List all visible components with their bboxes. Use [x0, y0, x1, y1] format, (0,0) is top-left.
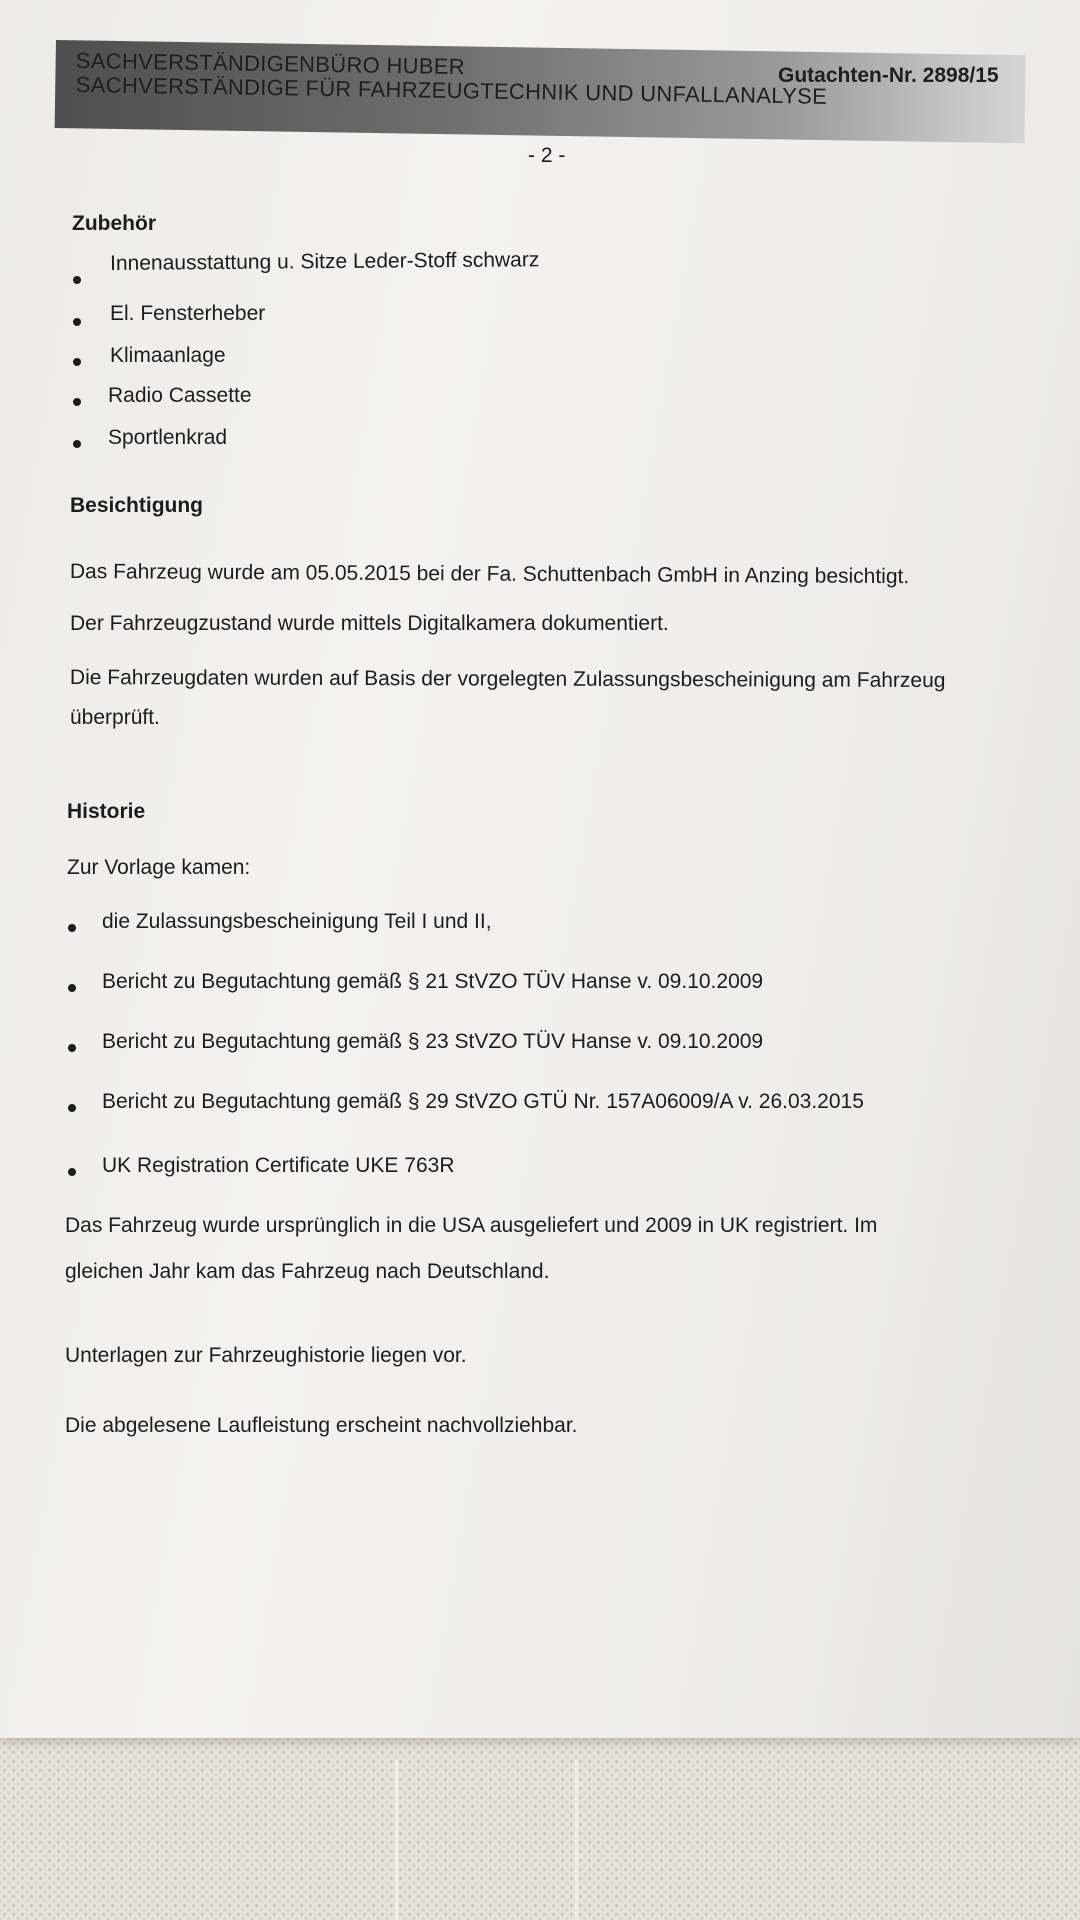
paragraph-line: gleichen Jahr kam das Fahrzeug nach Deutschland. — [65, 1260, 550, 1283]
section-heading-besichtigung: Besichtigung — [70, 494, 204, 517]
section-heading-historie: Historie — [67, 800, 146, 823]
report-number: Gutachten-Nr. 2898/15 — [778, 64, 999, 87]
bullet-icon — [68, 924, 76, 932]
paragraph: Das Fahrzeug wurde am 05.05.2015 bei der Fa. Schuttenbach GmbH in Anzing besichtigt. — [69, 560, 910, 589]
section-heading-zubehoer: Zubehör — [72, 212, 156, 235]
list-item: Bericht zu Begutachtung gemäß § 21 StVZO TÜV Hanse v. 09.10.2009 — [102, 970, 764, 993]
paragraph-text: Das Fahrzeug wurde ursprünglich in die USA ausgeliefert und 2009 in UK registriert. Im — [65, 1214, 878, 1237]
bullet-icon — [73, 440, 81, 448]
bullet-icon — [68, 1168, 76, 1176]
bullet-icon — [73, 276, 81, 284]
bullet-icon — [68, 1044, 76, 1052]
paragraph: Unterlagen zur Fahrzeughistorie liegen vor. — [65, 1344, 467, 1367]
page-number: - 2 - — [528, 144, 566, 167]
table-surface — [0, 1730, 1080, 1920]
paragraph-line — [65, 1214, 1035, 1238]
cloth-fold — [575, 1760, 578, 1920]
list-item: El. Fensterheber — [110, 302, 266, 325]
bullet-icon — [73, 398, 81, 406]
list-item: Klimaanlage — [110, 344, 226, 367]
paragraph-line: Die Fahrzeugdaten wurden auf Basis der vorgelegten Zulassungsbescheinigung am Fahrzeug — [69, 666, 946, 693]
letterhead-company-name: SACHVERSTÄNDIGENBÜRO HUBER — [75, 48, 466, 80]
paragraph: Die abgelesene Laufleistung erscheint nachvollziehbar. — [65, 1414, 578, 1437]
list-item: Sportlenkrad — [108, 426, 228, 449]
bullet-icon — [68, 984, 76, 992]
intro-text: Zur Vorlage kamen: — [67, 856, 251, 879]
letterhead-company-subtitle: SACHVERSTÄNDIGE FÜR FAHRZEUGTECHNIK UND UNFALLANALYSE — [75, 72, 828, 109]
list-item: Bericht zu Begutachtung gemäß § 23 StVZO TÜV Hanse v. 09.10.2009 — [102, 1030, 764, 1053]
paragraph: Der Fahrzeugzustand wurde mittels Digitalkamera dokumentiert. — [70, 612, 669, 635]
cloth-fold — [395, 1760, 398, 1920]
bullet-icon — [73, 318, 81, 326]
list-item: Innenausstattung u. Sitze Leder-Stoff schwarz — [110, 248, 540, 275]
list-item: Radio Cassette — [108, 384, 252, 407]
list-item: UK Registration Certificate UKE 763R — [102, 1154, 455, 1177]
list-item: die Zulassungsbescheinigung Teil I und II, — [102, 910, 492, 933]
bullet-icon — [73, 358, 81, 366]
bullet-icon — [68, 1104, 76, 1112]
paragraph-line: überprüft. — [70, 706, 160, 729]
list-item: Bericht zu Begutachtung gemäß § 29 StVZO GTÜ Nr. 157A06009/A v. 26.03.2015 — [102, 1090, 864, 1113]
